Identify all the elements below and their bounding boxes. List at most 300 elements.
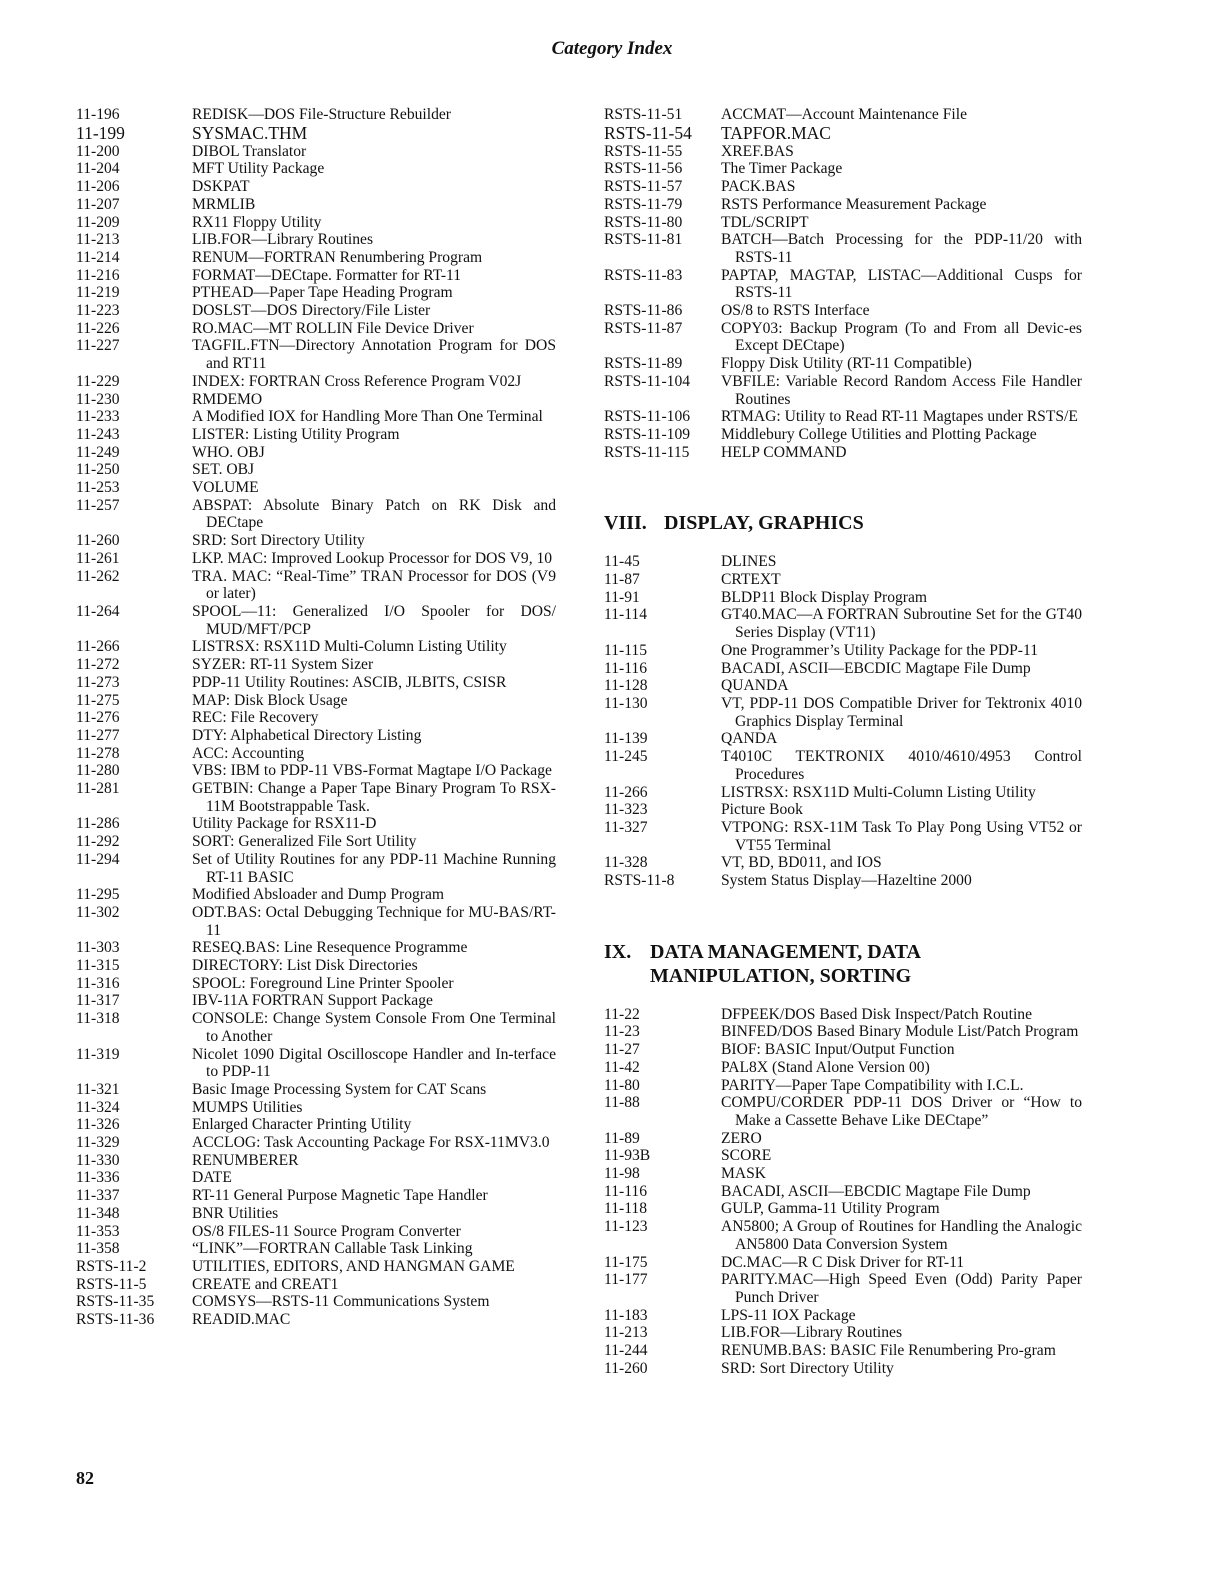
entry-code: 11-317 [76, 992, 120, 1010]
index-entry [604, 160, 1082, 178]
entry-code: 11-128 [604, 677, 648, 695]
entry-title: CONSOLE: Change System Console From One Terminal to Another [192, 1010, 556, 1045]
entry-code: 11-227 [76, 337, 120, 355]
index-entry [76, 1293, 556, 1311]
right-top-entries [604, 106, 1082, 461]
entry-title: VBS: IBM to PDP-11 VBS-Format Magtape I/O Package [192, 762, 552, 780]
entry-code: 11-213 [604, 1324, 648, 1342]
entry-code: 11-261 [76, 549, 120, 567]
entry-title: VT, PDP-11 DOS Compatible Driver for Tektronix 4010 Graphics Display Terminal [721, 694, 1082, 730]
index-entry [604, 1307, 1082, 1325]
entry-title: PARITY.MAC—High Speed Even (Odd) Parity Paper Punch Driver [721, 1271, 1082, 1306]
entry-code: 11-266 [604, 783, 648, 801]
entry-title: PTHEAD—Paper Tape Heading Program [192, 284, 453, 302]
entry-code: 11-209 [76, 213, 120, 231]
entry-title: LKP. MAC: Improved Lookup Processor for DOS V9, 10 [192, 549, 553, 567]
entry-code: 11-196 [76, 106, 120, 123]
section-title-line1: DATA MANAGEMENT, DATA [650, 940, 921, 963]
entry-code: 11-295 [76, 886, 120, 904]
index-entry [76, 1134, 556, 1152]
index-entry [604, 819, 1082, 854]
entry-title: Floppy Disk Utility (RT-11 Compatible) [721, 355, 972, 373]
entry-title: DATE [192, 1169, 232, 1187]
entry-title: “LINK”—FORTRAN Callable Task Linking [192, 1240, 473, 1258]
index-entry [604, 106, 1082, 124]
entry-title: LISTRSX: RSX11D Multi-Column Listing Utility [192, 638, 507, 656]
entry-title: RTMAG: Utility to Read RT-11 Magtapes under RSTS/E [721, 408, 1078, 426]
entry-title: SYZER: RT-11 System Sizer [192, 656, 374, 674]
entry-title: DOSLST—DOS Directory/File Lister [192, 302, 431, 320]
index-entry [76, 674, 556, 692]
index-entry [604, 1006, 1082, 1024]
entry-code: RSTS-11-54 [604, 122, 692, 143]
index-entry [604, 444, 1082, 462]
entry-title: TRA. MAC: “Real-Time” TRAN Processor for DOS (V9 or later) [192, 567, 556, 603]
index-entry [604, 1094, 1082, 1129]
entry-title: READID.MAC [192, 1311, 291, 1329]
section-heading-viii [604, 511, 1082, 535]
index-entry [604, 1165, 1082, 1183]
index-entry [604, 214, 1082, 232]
entry-title: LIB.FOR—Library Routines [192, 231, 374, 249]
index-entry [76, 532, 556, 550]
entry-title: GETBIN: Change a Paper Tape Binary Program To RSX-11M Bootstrappable Task. [192, 780, 556, 815]
entry-title: Utility Package for RSX11-D [192, 815, 377, 833]
index-entry [76, 1099, 556, 1117]
entry-code: RSTS-11-104 [604, 372, 691, 390]
entry-title: FORMAT—DECtape. Formatter for RT-11 [192, 266, 462, 284]
index-entry [604, 373, 1082, 408]
entry-code: 11-130 [604, 694, 648, 712]
entry-title: XREF.BAS [721, 142, 794, 160]
entry-title: LISTER: Listing Utility Program [192, 425, 400, 443]
index-entry [604, 124, 1082, 143]
entry-title: TDL/SCRIPT [721, 213, 809, 231]
index-entry [76, 249, 556, 267]
index-entry [604, 1059, 1082, 1077]
index-entry [76, 479, 556, 497]
index-entry [76, 992, 556, 1010]
entry-title: RT-11 General Purpose Magnetic Tape Handler [192, 1187, 488, 1205]
index-entry [604, 695, 1082, 730]
index-entry [76, 656, 556, 674]
entry-code: 11-219 [76, 284, 120, 302]
entry-title: SPOOL—11: Generalized I/O Spooler for DOS/ MUD/MFT/PCP [192, 602, 556, 638]
entry-code: RSTS-11-8 [604, 872, 675, 890]
index-entry [76, 196, 556, 214]
entry-code: 11-286 [76, 815, 120, 833]
index-entry [604, 1023, 1082, 1041]
entry-code: 11-264 [76, 602, 120, 620]
entry-code: 11-303 [76, 939, 120, 957]
entry-title: SORT: Generalized File Sort Utility [192, 833, 417, 851]
entry-code: 11-183 [604, 1306, 648, 1324]
entry-code: 11-276 [76, 709, 120, 727]
entry-title: VOLUME [192, 479, 259, 497]
entry-title: MRMLIB [192, 195, 256, 213]
index-entry [76, 1081, 556, 1099]
entry-title: BACADI, ASCII—EBCDIC Magtape File Dump [721, 659, 1031, 677]
index-entry [76, 851, 556, 886]
entry-code: RSTS-11-80 [604, 213, 683, 231]
entry-code: 11-319 [76, 1045, 120, 1063]
entry-title: ODT.BAS: Octal Debugging Technique for MU-BAS/RT-11 [192, 903, 556, 939]
entry-title: DC.MAC—R C Disk Driver for RT-11 [721, 1253, 965, 1271]
section-numeral: IX. [604, 940, 632, 963]
entry-code: 11-116 [604, 659, 648, 677]
index-entry [76, 692, 556, 710]
index-entry [604, 267, 1082, 302]
entry-code: 11-262 [76, 567, 120, 585]
entry-code: RSTS-11-51 [604, 106, 683, 123]
index-entry [604, 1360, 1082, 1378]
index-entry [76, 284, 556, 302]
index-entry [76, 780, 556, 815]
index-entry [604, 320, 1082, 355]
entry-title: GT40.MAC—A FORTRAN Subroutine Set for the GT40 Series Display (VT11) [721, 606, 1082, 642]
entry-code: 11-281 [76, 780, 120, 798]
entry-title: WHO. OBJ [192, 443, 265, 461]
entry-code: 11-42 [604, 1058, 640, 1076]
index-entry [76, 638, 556, 656]
entry-title: Basic Image Processing System for CAT Scans [192, 1080, 487, 1098]
index-entry [76, 833, 556, 851]
index-entry [604, 1342, 1082, 1360]
entry-code: 11-214 [76, 248, 120, 266]
index-entry [604, 1254, 1082, 1272]
index-entry [76, 444, 556, 462]
entry-code: 11-88 [604, 1094, 640, 1112]
running-head: Category Index [551, 38, 673, 59]
entry-title: LPS-11 IOX Package [721, 1306, 856, 1324]
index-entry [76, 550, 556, 568]
entry-code: 11-89 [604, 1129, 640, 1147]
right-column [604, 106, 1082, 1377]
entry-code: 11-177 [604, 1271, 648, 1289]
index-entry [76, 568, 556, 603]
entry-title: IBV-11A FORTRAN Support Package [192, 992, 433, 1010]
entry-title: SRD: Sort Directory Utility [721, 1359, 894, 1377]
index-entry [76, 267, 556, 285]
index-entry [604, 1324, 1082, 1342]
entry-title: REC: File Recovery [192, 709, 319, 727]
entry-title: PAPTAP, MAGTAP, LISTAC—Additional Cusps for RSTS-11 [721, 266, 1082, 302]
entry-code: 11-272 [76, 656, 120, 674]
index-entry [76, 337, 556, 372]
entry-code: RSTS-11-2 [76, 1258, 147, 1275]
entry-code: 11-329 [76, 1134, 120, 1152]
index-entry [604, 730, 1082, 748]
entry-title: RX11 Floppy Utility [192, 213, 322, 231]
entry-code: 11-273 [76, 673, 120, 691]
index-entry [76, 939, 556, 957]
entry-code: 11-326 [76, 1116, 120, 1134]
index-entry [604, 589, 1082, 607]
entry-code: 11-327 [604, 818, 648, 836]
entry-title: COMPU/CORDER PDP-11 DOS Driver or “How to Make a Cassette Behave Like DECtape” [721, 1094, 1082, 1129]
entry-title: MAP: Disk Block Usage [192, 691, 348, 709]
entry-code: 11-200 [76, 142, 120, 160]
entry-code: RSTS-11-86 [604, 302, 683, 320]
entry-title: PAL8X (Stand Alone Version 00) [721, 1058, 930, 1076]
entry-title: BINFED/DOS Based Binary Module List/Patch Program [721, 1023, 1079, 1041]
entry-code: 11-204 [76, 160, 120, 178]
entry-code: 11-216 [76, 266, 120, 284]
entry-title: COMSYS—RSTS-11 Communications System [192, 1293, 490, 1311]
entry-title: LISTRSX: RSX11D Multi-Column Listing Utility [721, 783, 1036, 801]
index-entry [76, 214, 556, 232]
index-entry [604, 1147, 1082, 1165]
index-entry [76, 302, 556, 320]
index-entry [76, 815, 556, 833]
entry-title: LIB.FOR—Library Routines [721, 1324, 903, 1342]
entry-title: ZERO [721, 1129, 762, 1147]
index-entry [604, 1077, 1082, 1095]
index-entry [76, 603, 556, 638]
index-entry [76, 391, 556, 409]
entry-code: 11-45 [604, 553, 640, 571]
index-entry [76, 1169, 556, 1187]
entry-code: 11-328 [604, 854, 648, 872]
index-entry [604, 872, 1082, 890]
index-entry [604, 784, 1082, 802]
index-entry [76, 231, 556, 249]
page-number: 82 [76, 1468, 94, 1488]
entry-code: 11-115 [604, 641, 648, 659]
entry-title: PDP-11 Utility Routines: ASCIB, JLBITS, CSISR [192, 673, 507, 691]
index-entry [604, 854, 1082, 872]
section-heading-ix [604, 940, 1082, 988]
entry-title: DIRECTORY: List Disk Directories [192, 957, 418, 975]
entry-title: QUANDA [721, 677, 789, 695]
entry-title: MUMPS Utilities [192, 1098, 303, 1116]
entry-code: RSTS-11-83 [604, 266, 683, 284]
index-entry [604, 355, 1082, 373]
index-entry [604, 606, 1082, 641]
index-entry [76, 1205, 556, 1223]
entry-title: SYSMAC.THM [192, 122, 308, 143]
index-entry [76, 1046, 556, 1081]
entry-code: 11-302 [76, 903, 120, 921]
entry-title: OS/8 FILES-11 Source Program Converter [192, 1222, 461, 1240]
entry-title: BNR Utilities [192, 1204, 279, 1222]
entry-code: 11-330 [76, 1151, 120, 1169]
index-entry [604, 1271, 1082, 1306]
entry-code: 11-249 [76, 443, 120, 461]
index-entry [604, 1130, 1082, 1148]
entry-code: 11-337 [76, 1187, 120, 1205]
entry-title: SPOOL: Foreground Line Printer Spooler [192, 974, 454, 992]
entry-code: 11-139 [604, 730, 648, 748]
entry-title: RESEQ.BAS: Line Resequence Programme [192, 939, 468, 957]
index-entry [76, 904, 556, 939]
entry-code: 11-323 [604, 801, 648, 819]
entry-code: 11-93B [604, 1147, 651, 1165]
entry-title: RENUMB.BAS: BASIC File Renumbering Pro-gram [721, 1342, 1056, 1360]
index-entry [76, 886, 556, 904]
entry-title: A Modified IOX for Handling More Than One Terminal [192, 408, 543, 426]
entry-title: DLINES [721, 553, 777, 571]
index-entry [604, 408, 1082, 426]
entry-title: INDEX: FORTRAN Cross Reference Program V02J [192, 372, 522, 390]
index-entry [604, 660, 1082, 678]
entry-title: DFPEEK/DOS Based Disk Inspect/Patch Routine [721, 1005, 1032, 1023]
entry-title: AN5800; A Group of Routines for Handling the Analogic AN5800 Data Conversion System [721, 1218, 1082, 1253]
entry-title: VTPONG: RSX-11M Task To Play Pong Using VT52 or VT55 Terminal [721, 818, 1082, 854]
entry-title: TAGFIL.FTN—Directory Annotation Program for DOS and RT11 [192, 337, 556, 373]
entry-title: MASK [721, 1165, 767, 1183]
index-entry [76, 160, 556, 178]
entry-code: 11-27 [604, 1041, 640, 1059]
index-entry [76, 124, 556, 143]
entry-title: SCORE [721, 1147, 772, 1165]
entry-code: 11-213 [76, 231, 120, 249]
entry-code: RSTS-11-109 [604, 425, 691, 443]
section-title: DISPLAY, GRAPHICS [664, 512, 864, 535]
entry-code: RSTS-11-79 [604, 195, 683, 213]
entry-code: RSTS-11-81 [604, 231, 683, 249]
entry-code: 11-250 [76, 461, 120, 479]
entry-code: 11-244 [604, 1342, 648, 1360]
entry-title: VT, BD, BD011, and IOS [721, 854, 882, 872]
entry-title: One Programmer’s Utility Package for the PDP-11 [721, 641, 1039, 659]
index-entry [76, 178, 556, 196]
entry-title: Middlebury College Utilities and Plotting Package [721, 425, 1037, 443]
entry-title: Picture Book [721, 801, 803, 819]
index-entry [76, 1116, 556, 1134]
index-entry [604, 231, 1082, 266]
section-title-line2: MANIPULATION, SORTING [650, 964, 912, 987]
entry-title: The Timer Package [721, 160, 843, 178]
entry-title: GULP, Gamma-11 Utility Program [721, 1200, 940, 1218]
index-entry [76, 762, 556, 780]
index-entry [604, 426, 1082, 444]
entry-title: PACK.BAS [721, 178, 796, 196]
entry-code: 11-277 [76, 726, 120, 744]
entry-code: RSTS-11-106 [604, 408, 691, 426]
entry-title: CRTEXT [721, 571, 781, 589]
entry-code: 11-348 [76, 1204, 120, 1222]
entry-title: CREATE and CREAT1 [192, 1275, 339, 1293]
index-entry [604, 1200, 1082, 1218]
entry-code: 11-266 [76, 638, 120, 656]
entry-title: HELP COMMAND [721, 443, 847, 461]
index-entry [76, 373, 556, 391]
index-entry [76, 143, 556, 161]
entry-title: ABSPAT: Absolute Binary Patch on RK Disk and DECtape [192, 496, 556, 532]
entry-code: 11-223 [76, 302, 120, 320]
index-entry [604, 642, 1082, 660]
index-entry [76, 975, 556, 993]
entry-title: T4010C TEKTRONIX 4010/4610/4953 Control Procedures [721, 748, 1082, 783]
entry-title: BATCH—Batch Processing for the PDP-11/20 with RSTS-11 [721, 231, 1082, 266]
entry-code: 11-318 [76, 1010, 120, 1028]
entry-code: 11-358 [76, 1240, 120, 1258]
entry-code: 11-275 [76, 691, 120, 709]
index-entry [76, 1240, 556, 1258]
index-entry [76, 1311, 556, 1329]
entry-code: 11-116 [604, 1182, 648, 1200]
entry-title: DTY: Alphabetical Directory Listing [192, 726, 422, 744]
section-ix-entries [604, 1006, 1082, 1378]
entry-code: 11-257 [76, 496, 120, 514]
entry-title: RSTS Performance Measurement Package [721, 195, 987, 213]
entry-title: System Status Display—Hazeltine 2000 [721, 872, 972, 890]
entry-code: 11-87 [604, 571, 640, 589]
entry-code: RSTS-11-56 [604, 160, 683, 178]
entry-code: 11-315 [76, 957, 120, 975]
entry-title: Enlarged Character Printing Utility [192, 1116, 412, 1134]
entry-title: COPY03: Backup Program (To and From all Devic-es Except DECtape) [721, 319, 1082, 355]
entry-title: BIOF: BASIC Input/Output Function [721, 1041, 955, 1059]
entry-title: DIBOL Translator [192, 142, 307, 160]
entry-code: RSTS-11-35 [76, 1293, 155, 1311]
left-column [76, 106, 556, 1329]
index-entry [604, 1041, 1082, 1059]
index-entry [76, 709, 556, 727]
entry-code: 11-245 [604, 748, 648, 766]
entry-title: BACADI, ASCII—EBCDIC Magtape File Dump [721, 1182, 1031, 1200]
entry-title: RMDEMO [192, 390, 263, 408]
entry-code: 11-336 [76, 1169, 120, 1187]
entry-code: 11-260 [604, 1359, 648, 1377]
index-entry [604, 178, 1082, 196]
entry-code: 11-324 [76, 1098, 120, 1116]
entry-title: BLDP11 Block Display Program [721, 588, 928, 606]
entry-title: RENUMBERER [192, 1151, 299, 1169]
entry-code: 11-260 [76, 532, 120, 550]
entry-title: UTILITIES, EDITORS, AND HANGMAN GAME [192, 1258, 515, 1275]
entry-title: Nicolet 1090 Digital Oscilloscope Handler and In-terface to PDP-11 [192, 1045, 556, 1081]
index-entry [604, 571, 1082, 589]
section-viii-entries [604, 553, 1082, 889]
entry-title: OS/8 to RSTS Interface [721, 302, 870, 320]
entry-title: PARITY—Paper Tape Compatibility with I.C.L. [721, 1076, 1024, 1094]
entry-code: RSTS-11-55 [604, 142, 683, 160]
index-entry [604, 748, 1082, 783]
index-entry [604, 1183, 1082, 1201]
index-entry [76, 497, 556, 532]
entry-title: Set of Utility Routines for any PDP-11 Machine Running RT-11 BASIC [192, 850, 556, 886]
index-entry [604, 1218, 1082, 1253]
entry-code: 11-253 [76, 479, 120, 497]
index-entry [76, 1187, 556, 1205]
entry-code: 11-233 [76, 408, 120, 426]
entry-title: ACCLOG: Task Accounting Package For RSX-11MV3.0 [192, 1134, 550, 1152]
index-entry [76, 727, 556, 745]
entry-title: RENUM—FORTRAN Renumbering Program [192, 248, 483, 266]
entry-code: 11-321 [76, 1080, 120, 1098]
entry-code: 11-206 [76, 178, 120, 196]
entry-code: 11-226 [76, 319, 120, 337]
index-entry [76, 1276, 556, 1294]
entry-code: 11-123 [604, 1218, 648, 1236]
index-entry [604, 196, 1082, 214]
entry-code: RSTS-11-87 [604, 319, 683, 337]
entry-code: 11-91 [604, 588, 640, 606]
entry-code: 11-175 [604, 1253, 648, 1271]
entry-code: 11-294 [76, 850, 120, 868]
entry-code: 11-316 [76, 974, 120, 992]
entry-code: 11-243 [76, 425, 120, 443]
index-entry [76, 320, 556, 338]
entry-code: RSTS-11-5 [76, 1275, 147, 1293]
entry-code: RSTS-11-57 [604, 178, 683, 196]
entry-title: SET. OBJ [192, 461, 255, 479]
entry-code: 11-98 [604, 1165, 640, 1183]
entry-code: 11-280 [76, 762, 120, 780]
entry-code: RSTS-11-115 [604, 443, 690, 461]
